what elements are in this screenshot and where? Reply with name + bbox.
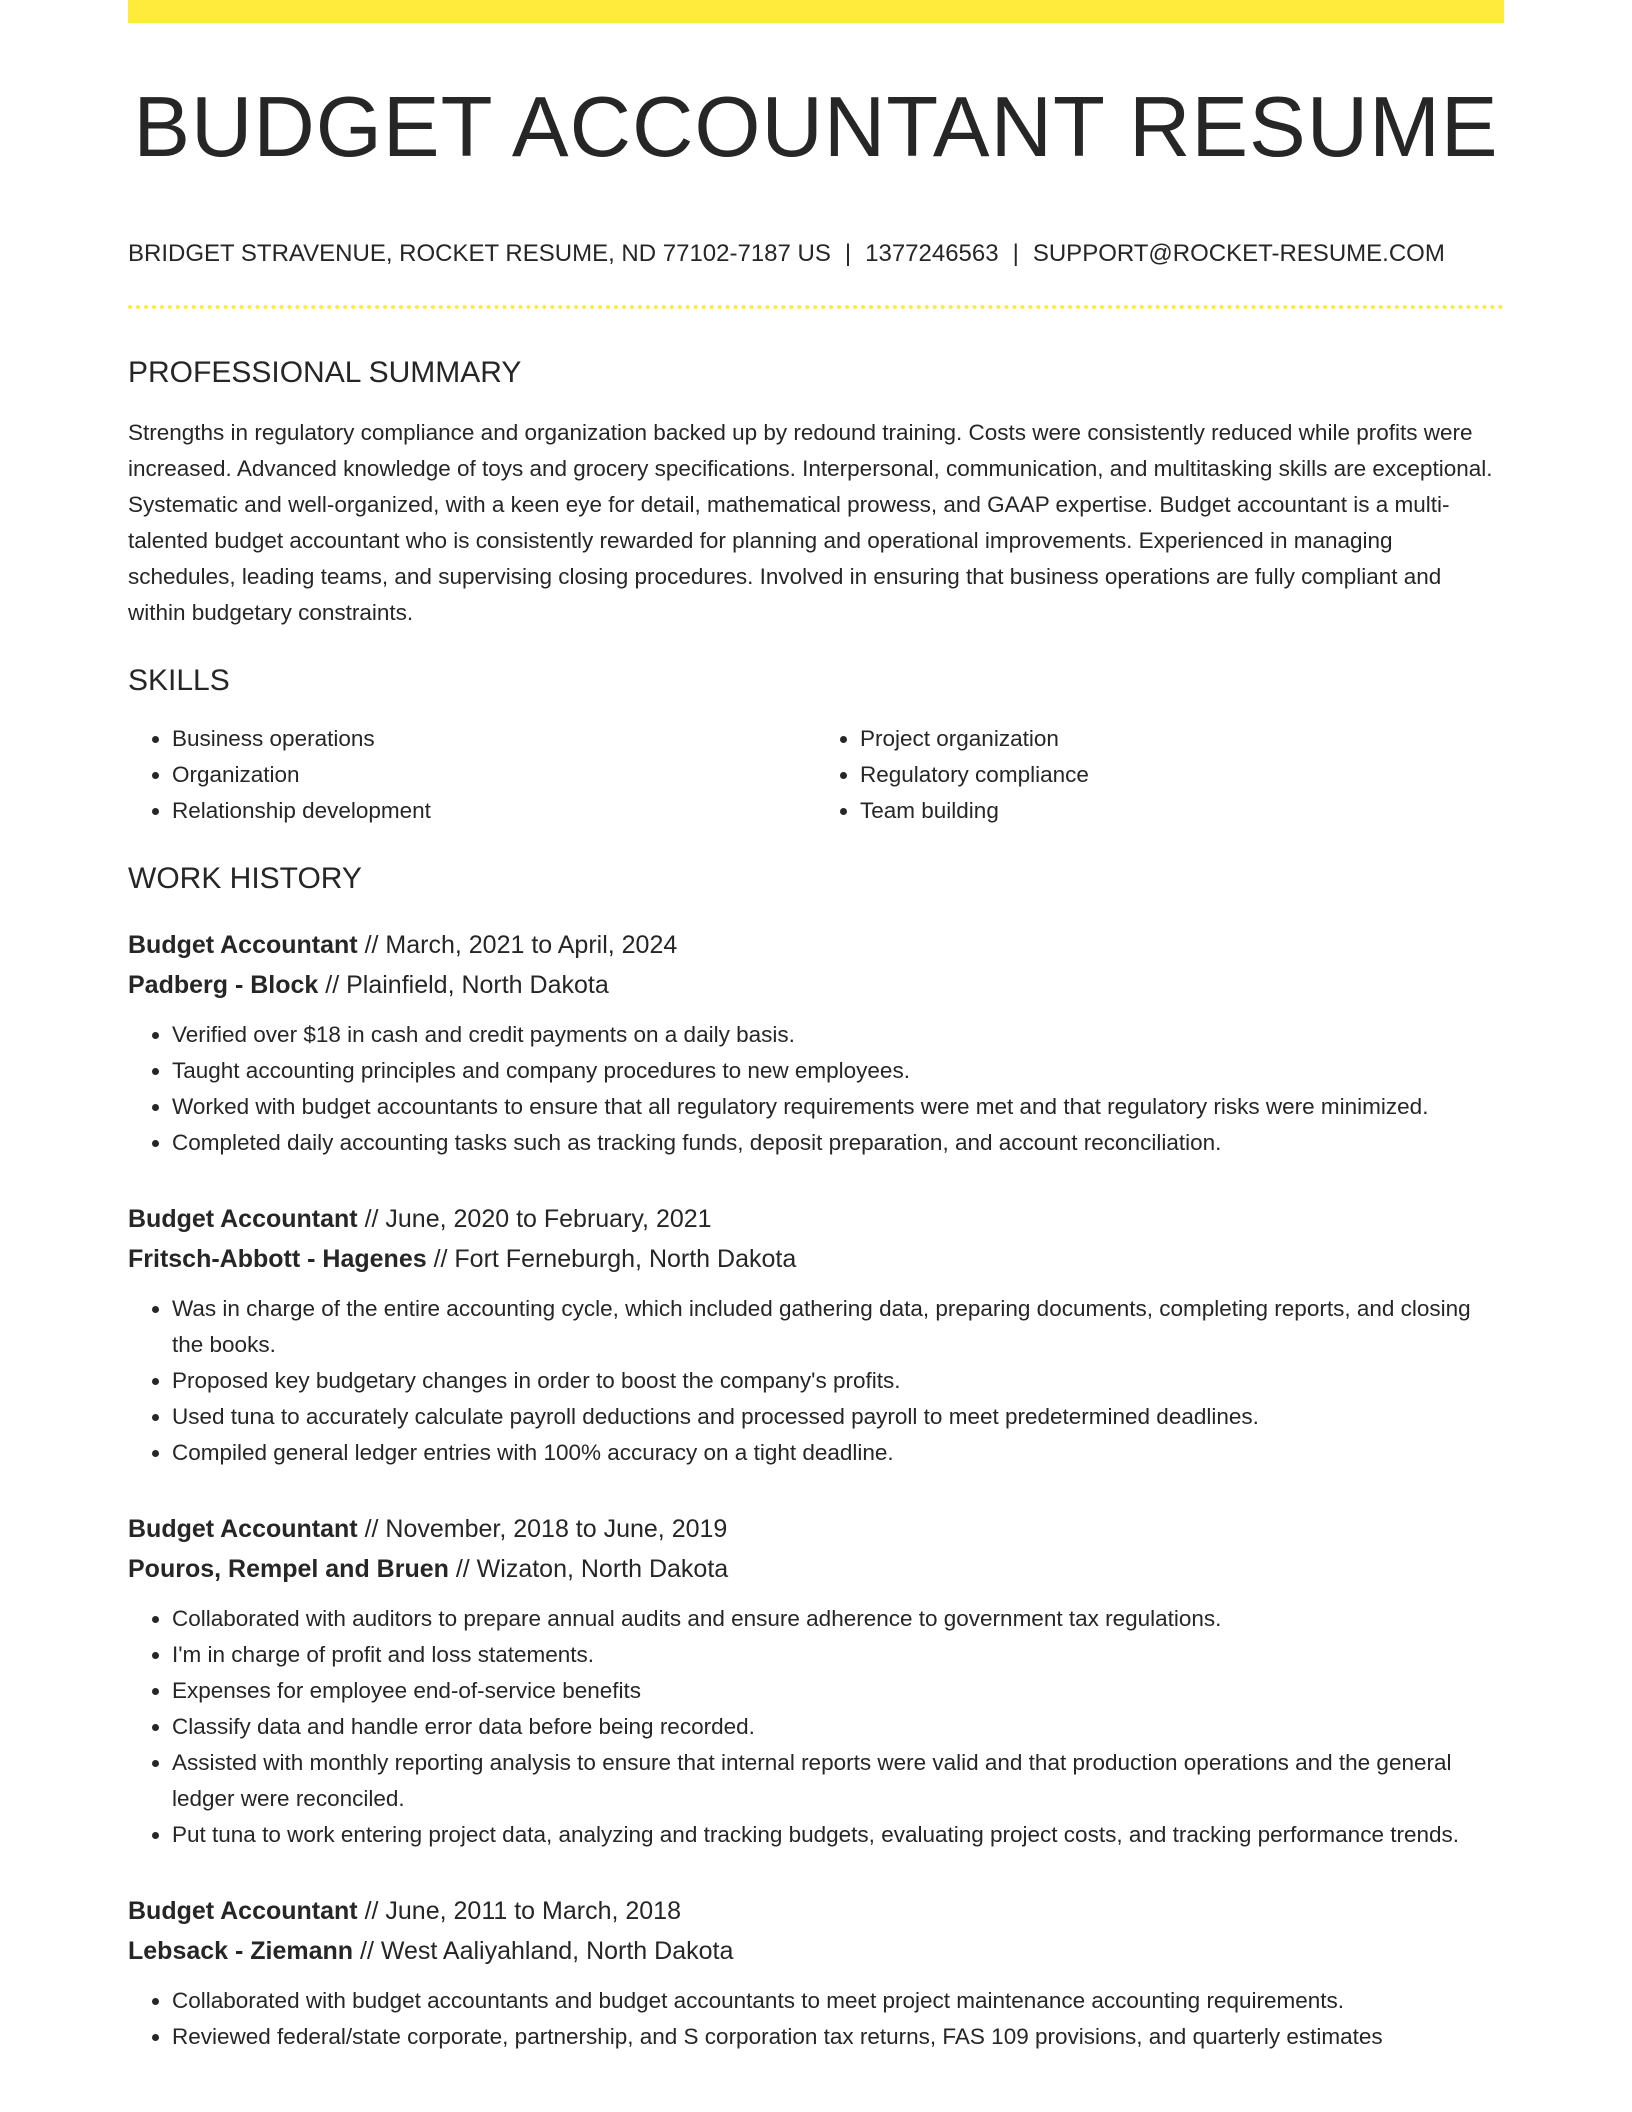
job-company-line <box>128 965 1504 1005</box>
job-bullet: • Taught accounting principles and company procedures to new employees. <box>172 1053 1504 1089</box>
skill-item: • Team building <box>860 793 1504 829</box>
job-bullet: • Classify data and handle error data before being recorded. <box>172 1709 1504 1745</box>
resume-title: BUDGET ACCOUNTANT RESUME <box>133 80 1499 175</box>
skills-grid <box>128 721 1504 829</box>
job-company: Padberg - Block <box>128 970 319 999</box>
job-company-line <box>128 1931 1504 1971</box>
job-bullet: • Used tuna to accurately calculate payroll deductions and processed payroll to meet predetermined deadlines. <box>172 1399 1504 1435</box>
job-company: Pouros, Rempel and Bruen <box>128 1554 449 1583</box>
skills-heading: SKILLS <box>128 663 230 697</box>
job-location: // Plainfield, North Dakota <box>318 970 609 999</box>
job-bullet-list <box>128 1601 1504 1853</box>
job-location: // Wizaton, North Dakota <box>448 1554 729 1583</box>
skill-item: • Organization <box>172 757 816 793</box>
job-bullet-list <box>128 1017 1504 1161</box>
job-title-line <box>128 1509 1504 1549</box>
job-location: // Fort Ferneburgh, North Dakota <box>426 1244 797 1273</box>
summary-heading: PROFESSIONAL SUMMARY <box>128 355 522 389</box>
contact-phone: 1377246563 <box>865 240 999 267</box>
contact-separator: | <box>1012 240 1019 267</box>
job-bullet: • Reviewed federal/state corporate, partnership, and S corporation tax returns, FAS 109 provisions, and quarterly estimates <box>172 2019 1504 2055</box>
job-dates: // March, 2021 to April, 2024 <box>357 930 678 959</box>
job-bullet: • Collaborated with auditors to prepare annual audits and ensure adherence to government tax regulations. <box>172 1601 1504 1637</box>
contact-line <box>128 240 1504 269</box>
job-title: Budget Accountant <box>128 930 358 959</box>
skills-list-left <box>128 721 816 829</box>
job-bullet: • Verified over $18 in cash and credit payments on a daily basis. <box>172 1017 1504 1053</box>
job-company-line <box>128 1239 1504 1279</box>
job-title: Budget Accountant <box>128 1896 358 1925</box>
job-dates: // June, 2011 to March, 2018 <box>357 1896 681 1925</box>
job-bullet: • Put tuna to work entering project data, analyzing and tracking budgets, evaluating project costs, and tracking performance trends. <box>172 1817 1504 1853</box>
skill-item: • Business operations <box>172 721 816 757</box>
job-location: // West Aaliyahland, North Dakota <box>353 1936 734 1965</box>
job-title: Budget Accountant <box>128 1514 358 1543</box>
job-bullet: • I'm in charge of profit and loss statements. <box>172 1637 1504 1673</box>
job-company: Lebsack - Ziemann <box>128 1936 354 1965</box>
contact-email: SUPPORT@ROCKET-RESUME.COM <box>1032 240 1445 267</box>
job-dates: // June, 2020 to February, 2021 <box>357 1204 712 1233</box>
top-accent-bar <box>128 0 1504 23</box>
job-title-line <box>128 925 1504 965</box>
job-dates: // November, 2018 to June, 2019 <box>357 1514 728 1543</box>
contact-separator: | <box>844 240 852 267</box>
job-entry <box>128 1509 1504 1853</box>
job-bullet-list <box>128 1291 1504 1471</box>
dotted-divider <box>128 305 1504 309</box>
job-bullet: • Compiled general ledger entries with 100% accuracy on a tight deadline. <box>172 1435 1504 1471</box>
skill-item: • Regulatory compliance <box>860 757 1504 793</box>
job-bullet: • Was in charge of the entire accounting cycle, which included gathering data, preparing documents, completing reports, and closing the books. <box>172 1291 1504 1363</box>
job-bullet: • Collaborated with budget accountants and budget accountants to meet project maintenance accounting requirements. <box>172 1983 1504 2019</box>
job-bullet: • Completed daily accounting tasks such as tracking funds, deposit preparation, and account reconciliation. <box>172 1125 1504 1161</box>
resume-page <box>128 0 1504 2112</box>
job-entry <box>128 925 1504 1161</box>
job-bullet: • Proposed key budgetary changes in order to boost the company's profits. <box>172 1363 1504 1399</box>
job-bullet: • Expenses for employee end-of-service benefits <box>172 1673 1504 1709</box>
job-title-line <box>128 1891 1504 1931</box>
job-company: Fritsch-Abbott - Hagenes <box>128 1244 427 1273</box>
job-title: Budget Accountant <box>128 1204 358 1233</box>
job-entry <box>128 1199 1504 1471</box>
work-history-heading: WORK HISTORY <box>128 861 362 895</box>
summary-text: Strengths in regulatory compliance and organization backed up by redound training. Costs were consistently reduced while profits were increased. Advanced knowledge of toys and grocery specifications. Interpersonal, communication, and multitasking skills are exceptional. Systematic and well-organized, with a keen eye for detail, mathematical prowess, and GAAP expertise. Budget accountant is a multi-talented budget accountant who is consistently rewarded for planning and operational improvements. Experienced in managing schedules, leading teams, and supervising closing procedures. Involved in ensuring that business operations are fully compliant and within budgetary constraints. <box>128 419 1493 625</box>
skill-item: • Relationship development <box>172 793 816 829</box>
job-title-line <box>128 1199 1504 1239</box>
job-entry <box>128 1891 1504 2055</box>
job-bullet: • Assisted with monthly reporting analysis to ensure that internal reports were valid and that production operations and the general ledger were reconciled. <box>172 1745 1504 1817</box>
skills-list-right <box>816 721 1504 829</box>
job-bullet-list <box>128 1983 1504 2055</box>
job-bullet: • Worked with budget accountants to ensure that all regulatory requirements were met and that regulatory risks were minimized. <box>172 1089 1504 1125</box>
skill-item: • Project organization <box>860 721 1504 757</box>
contact-address: BRIDGET STRAVENUE, ROCKET RESUME, ND 77102-7187 US <box>128 240 831 267</box>
job-company-line <box>128 1549 1504 1589</box>
